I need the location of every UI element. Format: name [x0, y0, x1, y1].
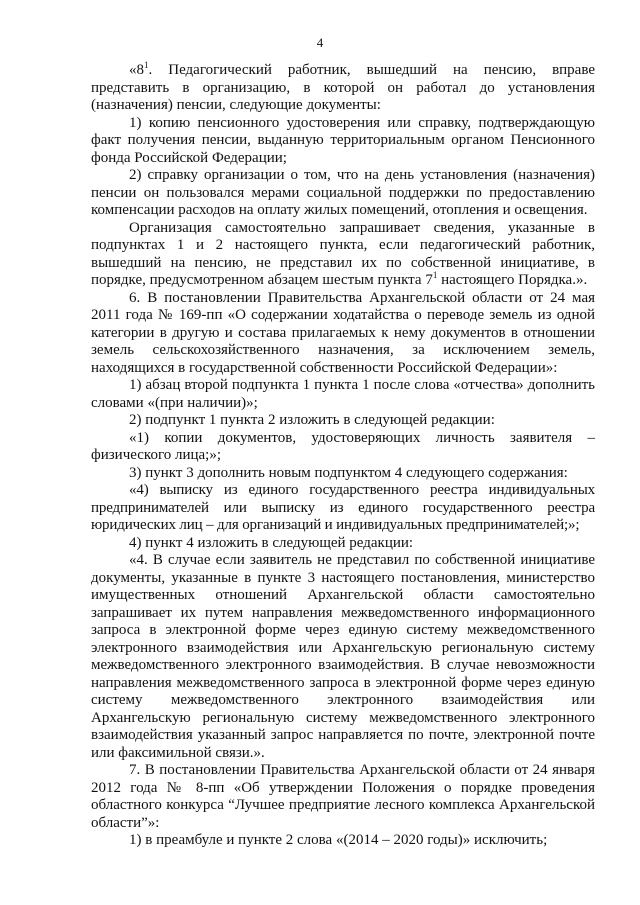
paragraph-text: . Педагогический работник, вышедший на пенсию, вправе представить в организацию, в которой он работал до установления (назначения) пенсии, следующие документы: [91, 62, 595, 113]
paragraph-text: настоящего Порядка.». [437, 272, 588, 288]
document-body [91, 62, 595, 850]
paragraph-text: Организация самостоятельно запрашивает сведения, указанные в подпунктах 1 и 2 настоящего пункта, если педагогический работник, вышедший на пенсию, не представил их по собственной инициативе, в порядке, предусмотренном абзацем шестым пункта 7 [91, 219, 595, 288]
paragraph-6-4-quote: «4. В случае если заявитель не представил по собственной инициативе документы, указанные в пункте 3 настоящего постановления, министерство имущественных отношений Архангельской области самостоятельно запрашивает их путем направления межведомственного информационного запроса в электронной форме через единую систему межведомственного электронного взаимодействия или Архангельскую региональную систему межведомственного электронного взаимодействия. В случае невозможности направления межведомственного запроса в электронной форме через единую систему межведомственного электронного взаимодействия или Архангельскую региональную систему межведомственного электронного взаимодействия указанный запрос направляется по почте, электронной почте или факсимильной связи.». [91, 552, 595, 761]
paragraph-7-1: 1) в преамбуле и пункте 2 слова «(2014 – 2020 годы)» исключить; [129, 832, 548, 848]
paragraph-section-6: 6. В постановлении Правительства Архангельской области от 24 мая 2011 года № 169-пп «О содержании ходатайства о переводе земель из одной категории в другую и состава прилагаемых к нему документов в отношении земель сельскохозяйственного назначения, за исключением земель, находящихся в государственной собственности Российской Федерации»: [91, 289, 595, 376]
paragraph-6-4: 4) пункт 4 изложить в следующей редакции: [129, 534, 414, 551]
paragraph-section-7: 7. В постановлении Правительства Архангельской области от 24 января 2012 года № 8-пп «Об утверждении Положения о порядке проведения областного конкурса “Лучшее предприятие лесного комплекса Архангельской области”»: [91, 762, 595, 831]
paragraph-8-1 [91, 62, 595, 115]
paragraph-6-2-quote: «1) копии документов, удостоверяющих личность заявителя – физического лица;»; [91, 429, 595, 463]
superscript: 1 [144, 60, 149, 70]
paragraph-6-3: 3) пункт 3 дополнить новым подпунктом 4 следующего содержания: [129, 464, 568, 481]
superscript: 1 [432, 270, 438, 280]
paragraph-6-1: 1) абзац второй подпункта 1 пункта 1 после слова «отчества» дополнить словами «(при наличии)»; [91, 377, 595, 411]
page-number: 4 [316, 35, 324, 50]
paragraph-item-2: 2) справку организации о том, что на день установления (назначения) пенсии он пользовался мерами социальной поддержки по предоставлению компенсации расходов на оплату жилых помещений, отопления и освещения. [91, 167, 595, 218]
paragraph-text: «8 [129, 62, 144, 78]
paragraph-item-1: 1) копию пенсионного удостоверения или справку, подтверждающую факт получения пенсии, выданную территориальным органом Пенсионного фонда Российской Федерации; [91, 114, 595, 166]
paragraph-organization [91, 220, 595, 290]
paragraph-6-2: 2) подпункт 1 пункта 2 изложить в следующей редакции: [129, 412, 495, 428]
paragraph-6-3-quote: «4) выписку из единого государственного реестра индивидуальных предпринимателей или выписку из единого государственного реестра юридических лиц – для организаций и индивидуальных предпринимателей;»; [91, 482, 595, 533]
